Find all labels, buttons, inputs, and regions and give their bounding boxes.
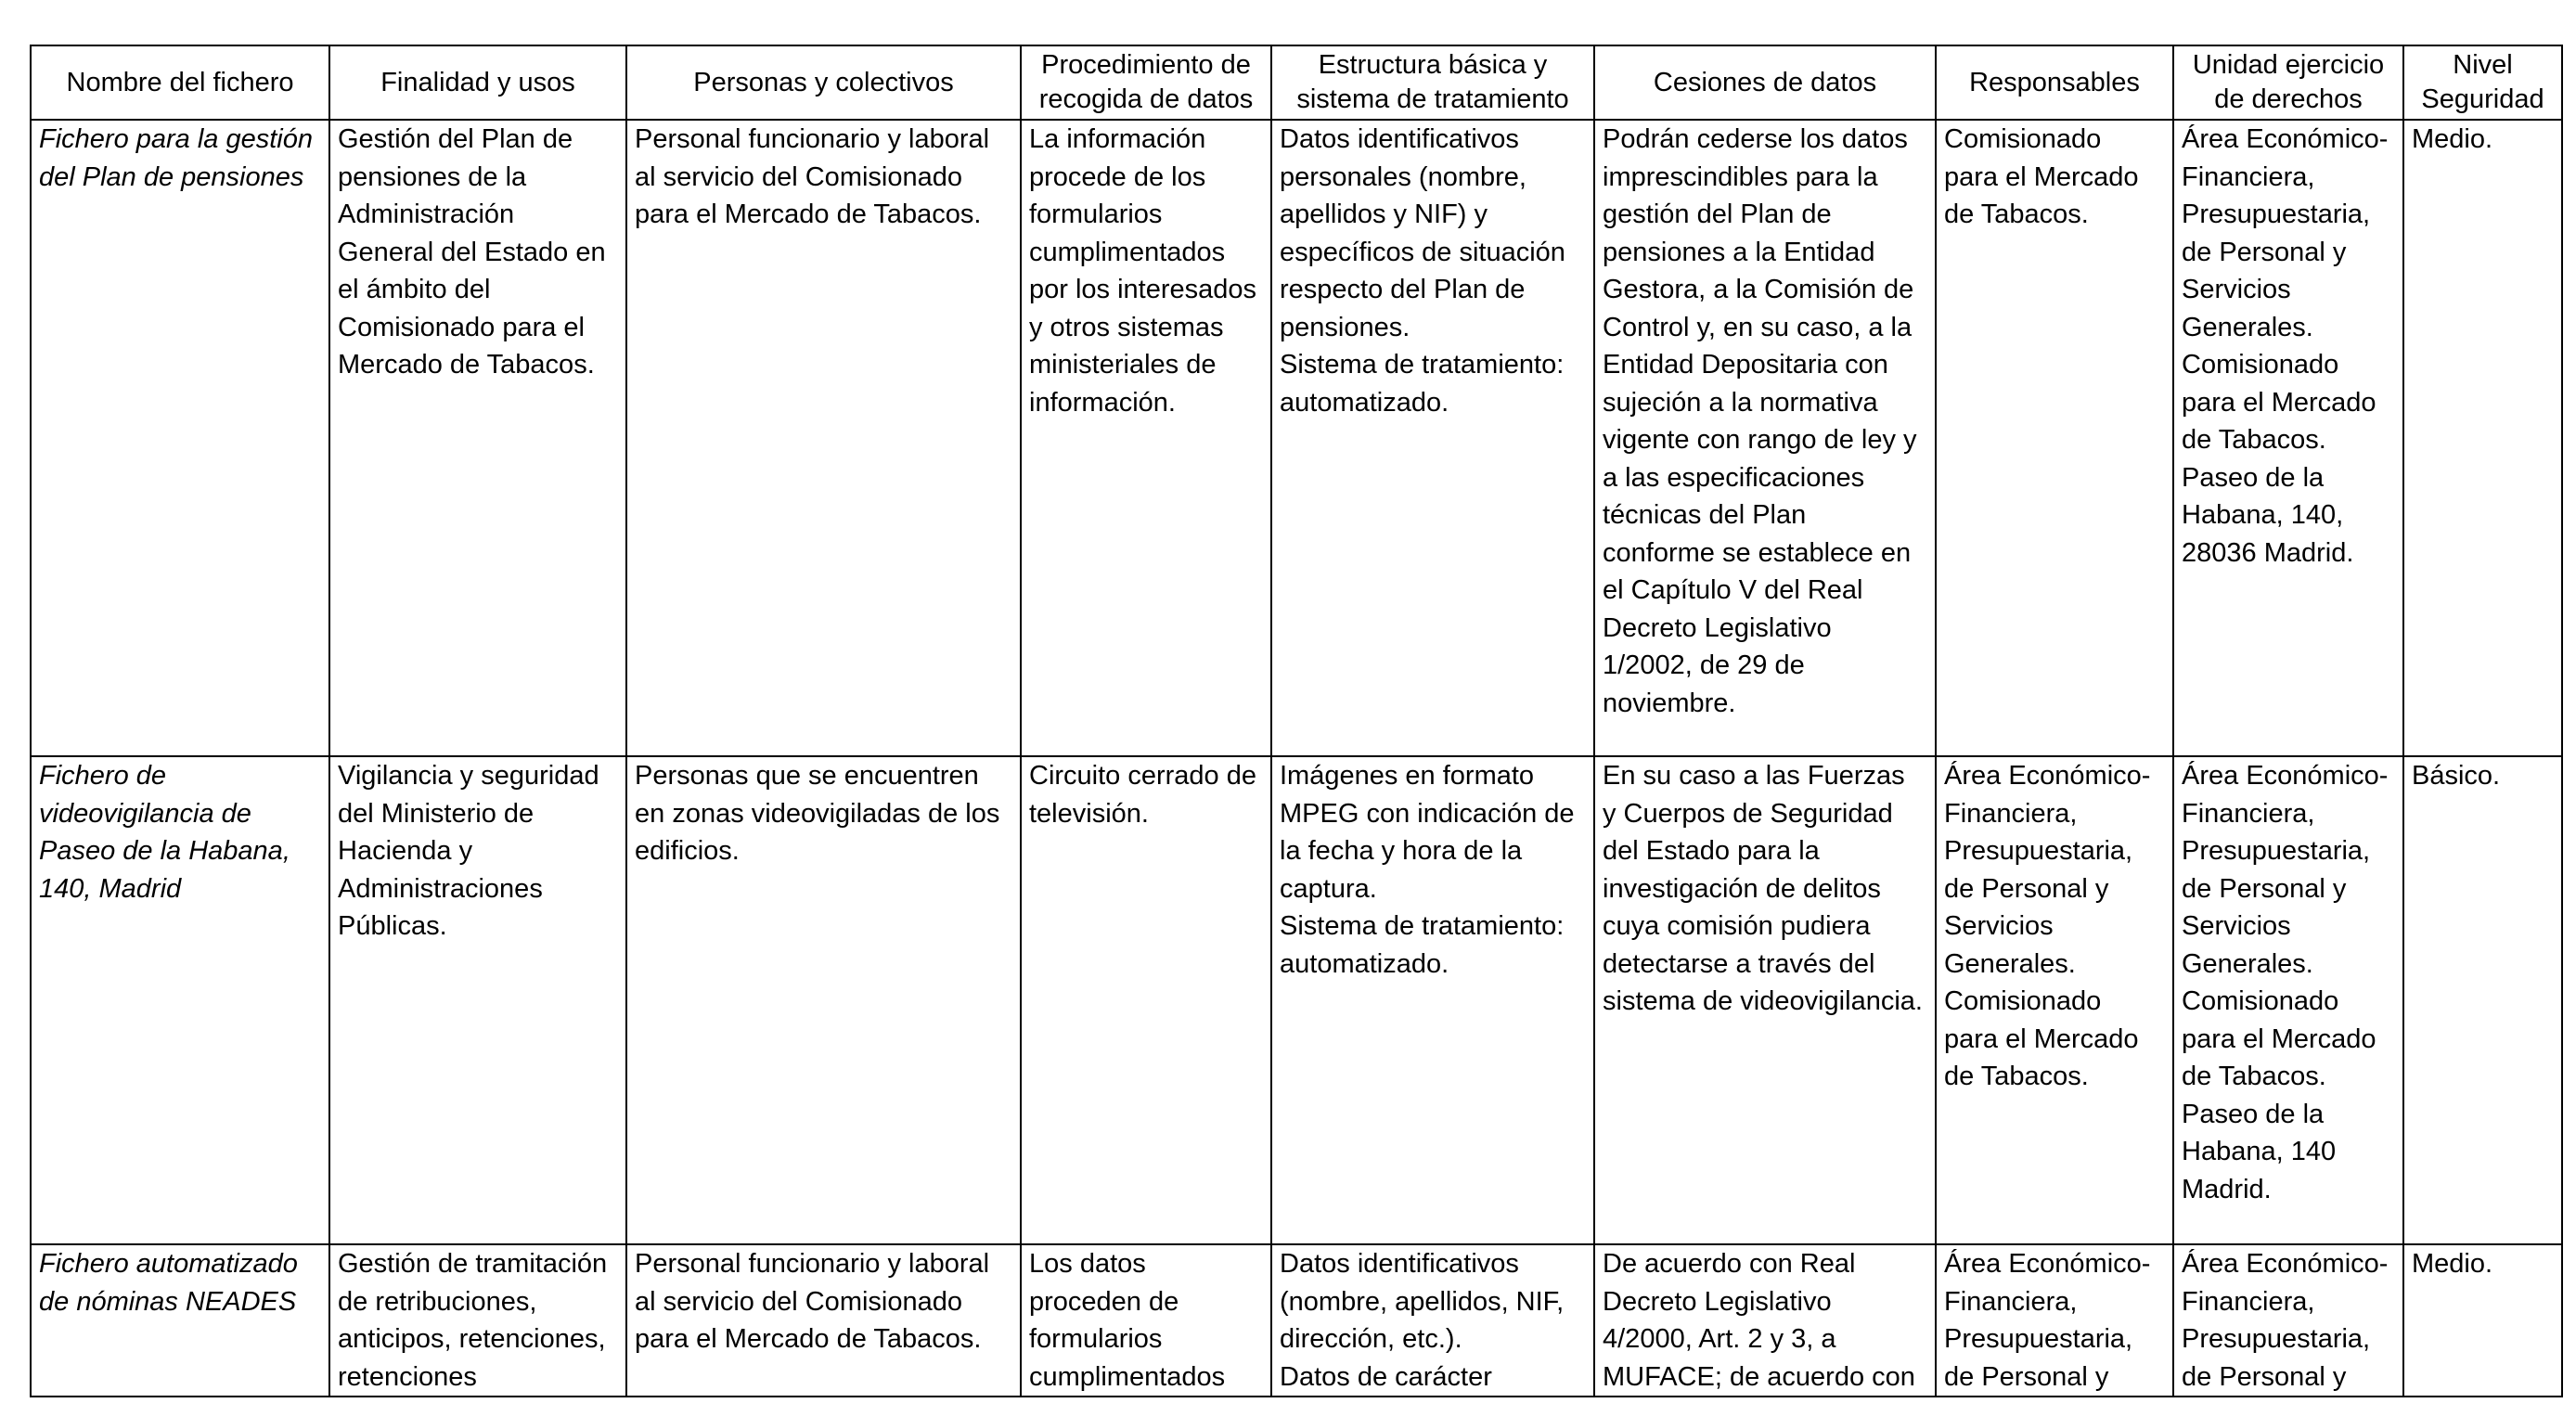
cell-nivel-seguridad: Medio. [2403,120,2562,756]
table-row [31,1244,2562,1397]
cell-finalidad-y-usos: Gestión del Plan de pensiones de la Administración General del Estado en el ámbito del Comisionado para el Mercado de Tabacos. [329,120,626,756]
cell-responsables: Comisionado para el Mercado de Tabacos. [1936,120,2173,756]
header-procedimiento-recogida: Procedimiento de recogida de datos [1021,45,1271,120]
table-row [31,756,2562,1244]
header-finalidad-y-usos: Finalidad y usos [329,45,626,120]
cell-finalidad-y-usos: Gestión de tramitación de retribuciones, anticipos, retenciones, retenciones [329,1244,626,1397]
cell-cesiones-de-datos: De acuerdo con Real Decreto Legislativo 4/2000, Art. 2 y 3, a MUFACE; de acuerdo con [1594,1244,1936,1397]
table-row [31,120,2562,756]
cell-personas-y-colectivos: Personal funcionario y laboral al servicio del Comisionado para el Mercado de Tabacos. [626,120,1021,756]
cell-estructura-basica: Imágenes en formato MPEG con indicación de la fecha y hora de la captura. Sistema de tratamiento: automatizado. [1271,756,1594,1244]
cell-procedimiento-recogida: Los datos proceden de formularios cumplimentados [1021,1244,1271,1397]
cell-personas-y-colectivos: Personal funcionario y laboral al servicio del Comisionado para el Mercado de Tabacos. [626,1244,1021,1397]
table-header-row [31,45,2562,120]
cell-nivel-seguridad: Medio. [2403,1244,2562,1397]
header-estructura-basica: Estructura básica y sistema de tratamiento [1271,45,1594,120]
cell-finalidad-y-usos: Vigilancia y seguridad del Ministerio de Hacienda y Administraciones Públicas. [329,756,626,1244]
header-nombre-del-fichero: Nombre del fichero [31,45,329,120]
cell-responsables: Área Económico- Financiera, Presupuestaria, de Personal y Servicios Generales. Comisionado para el Mercado de Tabacos. [1936,756,2173,1244]
cell-nombre-del-fichero: Fichero para la gestión del Plan de pensiones [31,120,329,756]
cell-unidad-ejercicio-derechos: Área Económico- Financiera, Presupuestaria, de Personal y Servicios Generales. Comisionado para el Mercado de Tabacos. Paseo de la Habana, 140 Madrid. [2173,756,2403,1244]
header-responsables: Responsables [1936,45,2173,120]
cell-estructura-basica: Datos identificativos personales (nombre, apellidos y NIF) y específicos de situación respecto del Plan de pensiones. Sistema de tratamiento: automatizado. [1271,120,1594,756]
header-personas-y-colectivos: Personas y colectivos [626,45,1021,120]
cell-nombre-del-fichero: Fichero automatizado de nóminas NEADES [31,1244,329,1397]
ficheros-table [30,45,2563,1397]
cell-unidad-ejercicio-derechos: Área Económico- Financiera, Presupuestaria, de Personal y [2173,1244,2403,1397]
header-cesiones-de-datos: Cesiones de datos [1594,45,1936,120]
cell-unidad-ejercicio-derechos: Área Económico- Financiera, Presupuestaria, de Personal y Servicios Generales. Comisionado para el Mercado de Tabacos. Paseo de la Habana, 140, 28036 Madrid. [2173,120,2403,756]
cell-nombre-del-fichero: Fichero de videovigilancia de Paseo de la Habana, 140, Madrid [31,756,329,1244]
header-nivel-seguridad: Nivel Seguridad [2403,45,2562,120]
cell-cesiones-de-datos: Podrán cederse los datos imprescindibles para la gestión del Plan de pensiones a la Entidad Gestora, a la Comisión de Control y, en su caso, a la Entidad Depositaria con sujeción a la normativa vigente con rango de ley y a las especificaciones técnicas del Plan conforme se establece en el Capítulo V del Real Decreto Legislativo 1/2002, de 29 de noviembre. [1594,120,1936,756]
header-unidad-ejercicio-derechos: Unidad ejercicio de derechos [2173,45,2403,120]
cell-personas-y-colectivos: Personas que se encuentren en zonas videovigiladas de los edificios. [626,756,1021,1244]
cell-procedimiento-recogida: La información procede de los formularios cumplimentados por los interesados y otros sistemas ministeriales de información. [1021,120,1271,756]
cell-nivel-seguridad: Básico. [2403,756,2562,1244]
cell-responsables: Área Económico- Financiera, Presupuestaria, de Personal y [1936,1244,2173,1397]
cell-estructura-basica: Datos identificativos (nombre, apellidos, NIF, dirección, etc.). Datos de carácter [1271,1244,1594,1397]
cell-procedimiento-recogida: Circuito cerrado de televisión. [1021,756,1271,1244]
cell-cesiones-de-datos: En su caso a las Fuerzas y Cuerpos de Seguridad del Estado para la investigación de delitos cuya comisión pudiera detectarse a través del sistema de videovigilancia. [1594,756,1936,1244]
